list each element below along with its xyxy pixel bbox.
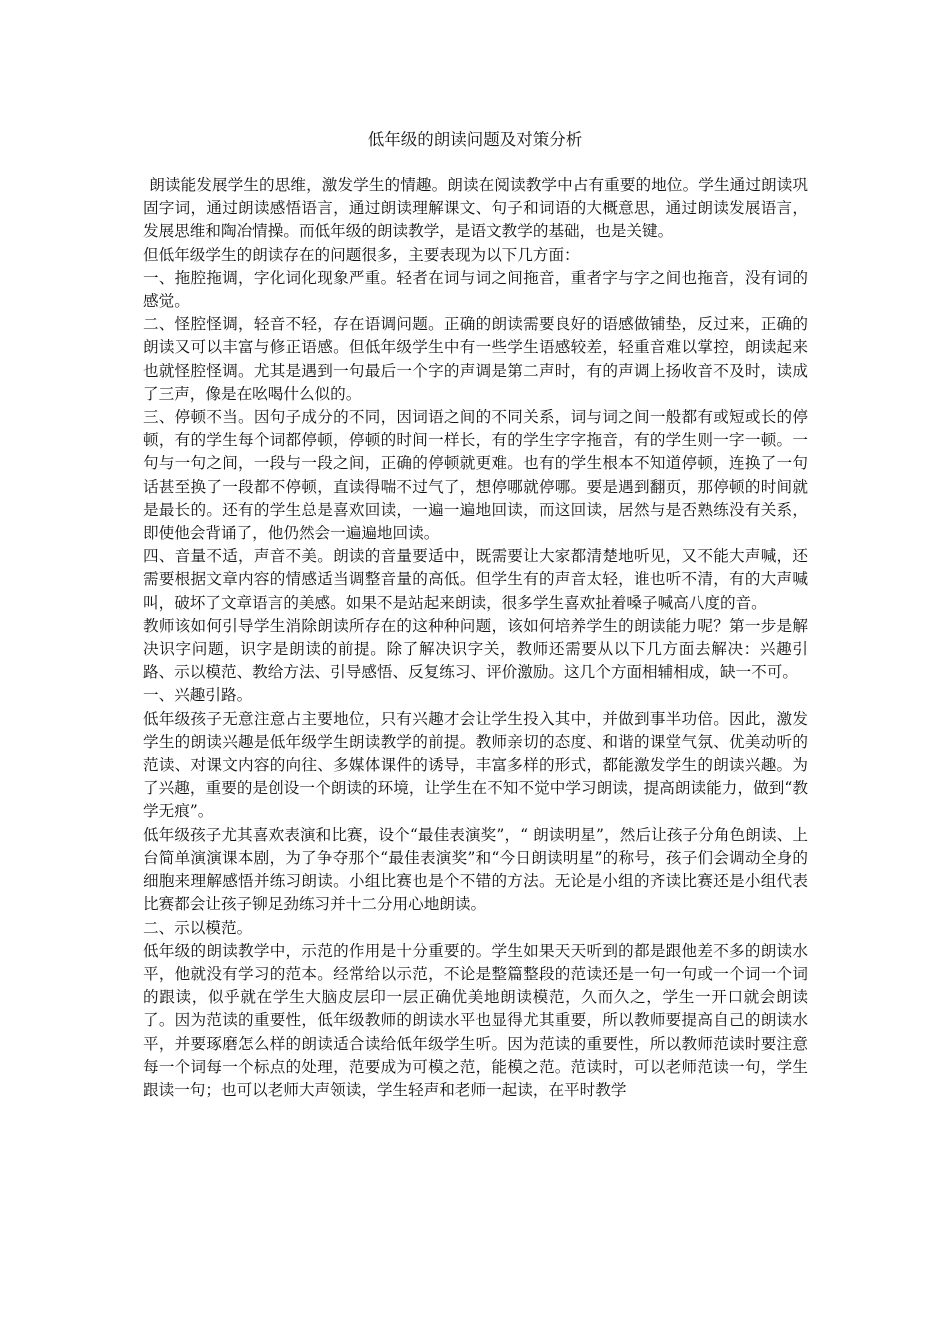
section-heading-interest: 一、兴趣引路。 (143, 686, 253, 705)
section-heading-model: 二、示以模范。 (143, 918, 253, 937)
paragraph-problem-3: 三、停顿不当。因句子成分的不同，因词语之间的不同关系，词与词之间一般都有或短或长的停顿，有的学生每个词都停顿，停顿的时间一样长，有的学生字字拖音，有的学生则一字一顿。一句与一句之间，一段与一段之间，正确的停顿就更难。也有的学生根本不知道停顿，连换了一句话甚至换了一段都不停顿，直读得喘不过气了，想停哪就停哪。要是遇到翻页，那停顿的时间就是最长的。还有的学生总是喜欢回读，一遍一遍地回读，而这回读，居然与是否熟练没有关系，即使他会背诵了，他仍然会一遍遍地回读。 (143, 408, 808, 543)
paragraph-problem-2: 二、怪腔怪调，轻音不轻，存在语调问题。正确的朗读需要良好的语感做铺垫，反过来，正确的朗读又可以丰富与修正语感。但低年级学生中有一些学生语感较差，轻重音难以掌控，朗读起来也就怪腔怪调。尤其是遇到一句最后一个字的声调是第二声时，有的声调上扬收音不及时，读成了三声，像是在吆喝什么似的。 (143, 315, 808, 403)
paragraph-problems-intro: 但低年级学生的朗读存在的问题很多，主要表现为以下几方面： (143, 245, 580, 264)
paragraph-model-1: 低年级的朗读教学中，示范的作用是十分重要的。学生如果天天听到的都是跟他差不多的朗读水平，他就没有学习的范本。经常给以示范，不论是整篇整段的范读还是一句一句或一个词一个词的跟读，似乎就在学生大脑皮层印一层正确优美地朗读模范，久而久之，学生一开口就会朗读了。因为范读的重要性，低年级教师的朗读水平也显得尤其重要，所以教师要提高自己的朗读水平，并要琢磨怎么样的朗读适合读给低年级学生听。因为范读的重要性，所以教师范读时要注意每一个词每一个标点的处理，范要成为可模之范，能模之范。范读时，可以老师范读一句，学生跟读一句；也可以老师大声领读，学生轻声和老师一起读，在平时教学 (143, 941, 808, 1099)
paragraph-interest-2: 低年级孩子尤其喜欢表演和比赛，设个“最佳表演奖”，“ 朗读明星”，然后让孩子分角色朗读、上台简单演演课本剧，为了争夺那个“最佳表演奖”和“今日朗读明星”的称号，孩子们会调动全身的细胞来理解感悟并练习朗读。小组比赛也是个不错的方法。无论是小组的齐读比赛还是小组代表比赛都会让孩子铆足劲练习并十二分用心地朗读。 (143, 825, 808, 914)
document-title: 低年级的朗读问题及对策分析 (367, 130, 583, 149)
paragraph-solutions-intro: 教师该如何引导学生消除朗读所存在的这种种问题，该如何培养学生的朗读能力呢？第一步是解决识字问题，识字是朗读的前提。除了解决识字关，教师还需要从以下几方面去解决：兴趣引路、示以模范、教给方法、引导感悟、反复练习、评价激励。这几个方面相辅相成，缺一不可。 (143, 616, 808, 682)
paragraph-intro: 朗读能发展学生的思维，激发学生的情趣。朗读在阅读教学中占有重要的地位。学生通过朗读巩固字词，通过朗读感悟语言，通过朗读理解课文、句子和词语的大概意思，通过朗读发展语言，发展思维和陶冶情操。而低年级的朗读教学，是语文教学的基础，也是关键。 (143, 176, 808, 241)
paragraph-problem-1: 一、拖腔拖调，字化词化现象严重。轻者在词与词之间拖音，重者字与字之间也拖音，没有词的感觉。 (143, 268, 808, 311)
paragraph-problem-4: 四、音量不适，声音不美。朗读的音量要适中，既需要让大家都清楚地听见，又不能大声喊，还需要根据文章内容的情感适当调整音量的高低。但学生有的声音太轻，谁也听不清，有的大声喊叫，破坏了文章语言的美感。如果不是站起来朗读，很多学生喜欢扯着嗓子喊高八度的音。 (143, 547, 808, 612)
paragraph-interest-1: 低年级孩子无意注意占主要地位，只有兴趣才会让学生投入其中，并做到事半功倍。因此，激发学生的朗读兴趣是低年级学生朗读教学的前提。教师亲切的态度、和谐的课堂气氛、优美动听的范读、对课文内容的向往、多媒体课件的诱导，丰富多样的形式，都能激发学生的朗读兴趣。为了兴趣，重要的是创设一个朗读的环境，让学生在不知不觉中学习朗读，提高朗读能力，做到“教学无痕”。 (143, 709, 808, 821)
document-body (143, 174, 808, 1102)
